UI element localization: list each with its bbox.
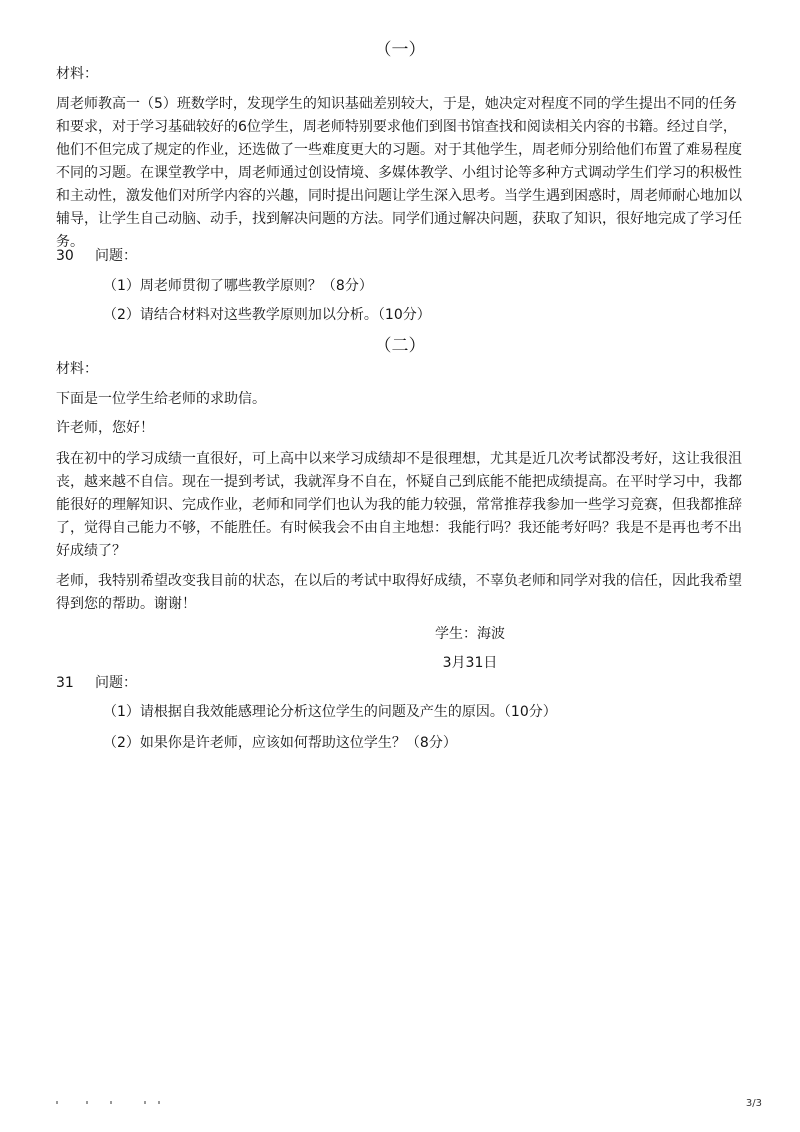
letter-line: 好成绩了？ [56, 543, 126, 559]
subquestion: （1）请根据自我效能感理论分析这位学生的问题及产生的原因。（10分） [103, 704, 557, 720]
page-number: 3/3 [745, 1098, 762, 1109]
closing-line: 老师，我特别希望改变我目前的状态，在以后的考试中取得好成绩，不辜负老师和同学对我的信任，因此我希望 [56, 573, 742, 589]
passage-line: 不同的习题。在课堂教学中，周老师通过创设情境、多媒体教学、小组讨论等多种方式调动学生们学习的积极性 [56, 165, 742, 181]
letter-salutation: 许老师，您好！ [56, 420, 154, 436]
passage-line: 务。 [56, 234, 84, 250]
passage-line: 和主动性，激发他们对所学内容的兴趣，同时提出问题让学生深入思考。当学生遇到困惑时，周老师耐心地加以 [56, 188, 742, 204]
passage-line: 和要求，对于学习基础较好的6位学生，周老师特别要求他们到图书馆查找和阅读相关内容的书籍。经过自学， [56, 119, 737, 135]
question-number: 31 [56, 675, 74, 691]
letter-line: 我在初中的学习成绩一直很好，可上高中以来学习成绩却不是很理想，尤其是近几次考试都没考好，这让我很沮 [56, 451, 742, 467]
question-number: 30 [56, 248, 74, 264]
letter-intro: 下面是一位学生给老师的求助信。 [56, 391, 266, 407]
section-heading-2: （二） [374, 336, 426, 356]
question-label: 问题： [95, 675, 137, 691]
letter-line: 了，觉得自己能力不够，不能胜任。有时候我会不由自主地想：我能行吗？我还能考好吗？我是不是再也考不出 [56, 520, 742, 536]
subquestion: （2）请结合材料对这些教学原则加以分析。（10分） [103, 307, 431, 323]
letter-date: 3月31日 [442, 655, 498, 671]
scan-artifact [56, 1100, 166, 1105]
passage-line: 他们不但完成了规定的作业，还选做了一些难度更大的习题。对于其他学生，周老师分别给他们布置了难易程度 [56, 142, 742, 158]
closing-line: 得到您的帮助。谢谢！ [56, 596, 196, 612]
passage-line: 辅导，让学生自己动脑、动手，找到解决问题的方法。同学们通过解决问题，获取了知识，很好地完成了学习任 [56, 211, 742, 227]
letter-signature: 学生：海波 [435, 626, 505, 642]
section-heading-1: （一） [374, 40, 426, 60]
passage-line: 周老师教高一（5）班数学时，发现学生的知识基础差别较大，于是，她决定对程度不同的学生提出不同的任务 [56, 96, 737, 112]
letter-line: 丧，越来越不自信。现在一提到考试，我就浑身不自在，怀疑自己到底能不能把成绩提高。在平时学习中，我都 [56, 474, 742, 490]
material-label: 材料： [56, 361, 98, 377]
subquestion: （2）如果你是许老师，应该如何帮助这位学生？（8分） [103, 735, 457, 751]
question-label: 问题： [95, 248, 137, 264]
subquestion: （1）周老师贯彻了哪些教学原则？（8分） [103, 278, 373, 294]
material-label: 材料： [56, 66, 98, 82]
letter-line: 能很好的理解知识、完成作业，老师和同学们也认为我的能力较强，常常推荐我参加一些学习竞赛，但我都推辞 [56, 497, 742, 513]
